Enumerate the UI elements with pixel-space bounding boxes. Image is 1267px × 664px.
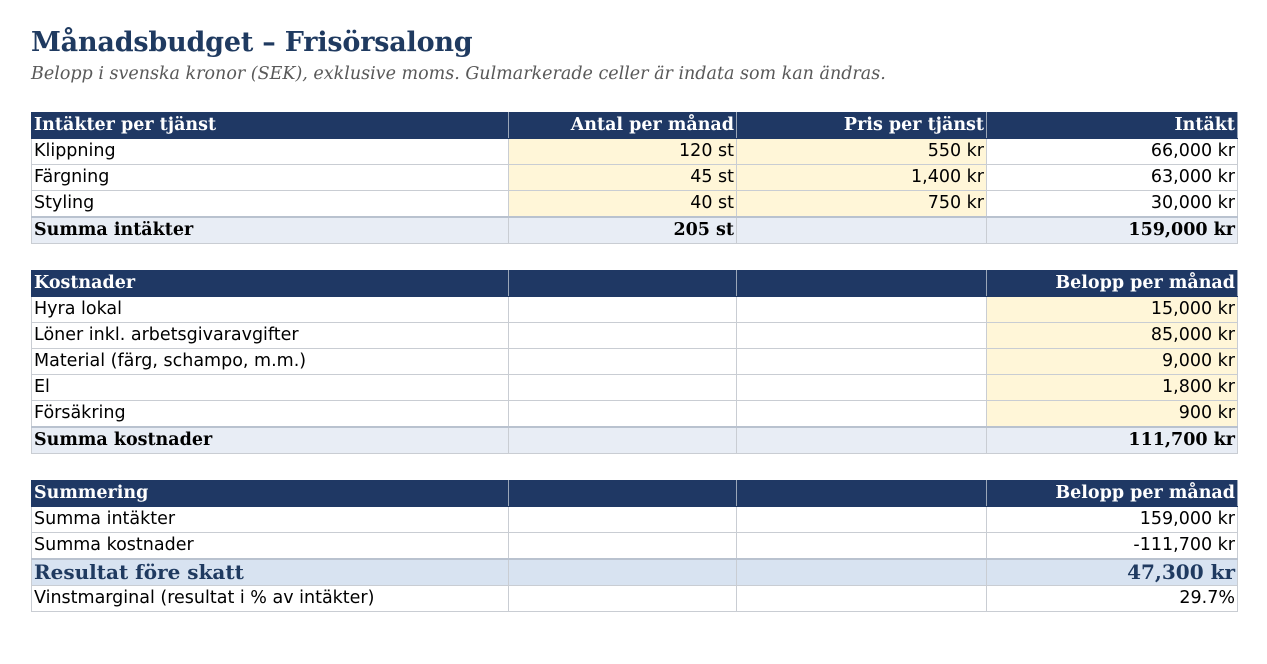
cost-input-cell[interactable]: 900 kr xyxy=(987,401,1238,428)
empty-cell xyxy=(737,427,987,454)
count-input-cell[interactable]: 45 st xyxy=(509,165,737,191)
empty-cell xyxy=(509,401,737,428)
empty-cell xyxy=(509,349,737,375)
table-row xyxy=(32,191,1238,218)
total-label: Summa intäkter xyxy=(32,217,509,244)
total-costs: 111,700 kr xyxy=(987,427,1238,454)
result-label: Resultat före skatt xyxy=(32,559,509,586)
income-header-row xyxy=(32,113,1238,139)
empty-cell xyxy=(509,427,737,454)
header-amount: Belopp per månad xyxy=(987,271,1238,297)
empty-cell xyxy=(509,323,737,349)
empty-cell xyxy=(509,297,737,323)
header-empty xyxy=(509,481,737,507)
table-row xyxy=(32,401,1238,428)
header-price: Pris per tjänst xyxy=(737,113,987,139)
revenue-cell: 63,000 kr xyxy=(987,165,1238,191)
header-empty xyxy=(509,271,737,297)
count-input-cell[interactable]: 40 st xyxy=(509,191,737,218)
costs-header-row xyxy=(32,271,1238,297)
empty-cell xyxy=(737,533,987,560)
cost-input-cell[interactable]: 1,800 kr xyxy=(987,375,1238,401)
empty-cell xyxy=(509,533,737,560)
margin-value: 29.7% xyxy=(987,586,1238,612)
costs-total-row xyxy=(32,427,1238,454)
empty-cell xyxy=(737,559,987,586)
empty-cell xyxy=(737,297,987,323)
service-label: Klippning xyxy=(32,139,509,165)
table-row xyxy=(32,297,1238,323)
table-row xyxy=(32,533,1238,560)
summary-amount: -111,700 kr xyxy=(987,533,1238,560)
empty-cell xyxy=(509,586,737,612)
cost-label: Försäkring xyxy=(32,401,509,428)
cost-label: Löner inkl. arbetsgivaravgifter xyxy=(32,323,509,349)
header-costs: Kostnader xyxy=(32,271,509,297)
price-input-cell[interactable]: 1,400 kr xyxy=(737,165,987,191)
summary-label: Summa intäkter xyxy=(32,507,509,533)
page-title: Månadsbudget – Frisörsalong xyxy=(31,27,473,58)
empty-cell xyxy=(509,375,737,401)
income-table xyxy=(31,112,1238,244)
count-input-cell[interactable]: 120 st xyxy=(509,139,737,165)
table-row xyxy=(32,507,1238,533)
total-revenue: 159,000 kr xyxy=(987,217,1238,244)
table-row xyxy=(32,349,1238,375)
empty-cell xyxy=(737,401,987,428)
summary-table xyxy=(31,480,1238,612)
revenue-cell: 66,000 kr xyxy=(987,139,1238,165)
cost-input-cell[interactable]: 85,000 kr xyxy=(987,323,1238,349)
result-row xyxy=(32,559,1238,586)
header-empty xyxy=(737,481,987,507)
page-subtitle: Belopp i svenska kronor (SEK), exklusive moms. Gulmarkerade celler är indata som kan ändras. xyxy=(31,64,886,84)
header-revenue: Intäkt xyxy=(987,113,1238,139)
price-input-cell[interactable]: 550 kr xyxy=(737,139,987,165)
empty-cell xyxy=(509,559,737,586)
header-service: Intäkter per tjänst xyxy=(32,113,509,139)
income-total-row xyxy=(32,217,1238,244)
empty-cell xyxy=(509,507,737,533)
summary-header-row xyxy=(32,481,1238,507)
empty-cell xyxy=(737,349,987,375)
costs-table xyxy=(31,270,1238,454)
header-empty xyxy=(737,271,987,297)
cost-label: Material (färg, schampo, m.m.) xyxy=(32,349,509,375)
table-row xyxy=(32,586,1238,612)
margin-label: Vinstmarginal (resultat i % av intäkter) xyxy=(32,586,509,612)
header-amount: Belopp per månad xyxy=(987,481,1238,507)
cost-label: El xyxy=(32,375,509,401)
price-input-cell[interactable]: 750 kr xyxy=(737,191,987,218)
header-count: Antal per månad xyxy=(509,113,737,139)
cost-label: Hyra lokal xyxy=(32,297,509,323)
empty-cell xyxy=(737,586,987,612)
cost-input-cell[interactable]: 15,000 kr xyxy=(987,297,1238,323)
header-summary: Summering xyxy=(32,481,509,507)
revenue-cell: 30,000 kr xyxy=(987,191,1238,218)
service-label: Färgning xyxy=(32,165,509,191)
table-row xyxy=(32,165,1238,191)
total-price-empty xyxy=(737,217,987,244)
table-row xyxy=(32,139,1238,165)
table-row xyxy=(32,323,1238,349)
service-label: Styling xyxy=(32,191,509,218)
empty-cell xyxy=(737,507,987,533)
empty-cell xyxy=(737,375,987,401)
cost-input-cell[interactable]: 9,000 kr xyxy=(987,349,1238,375)
total-count: 205 st xyxy=(509,217,737,244)
empty-cell xyxy=(737,323,987,349)
summary-label: Summa kostnader xyxy=(32,533,509,560)
table-row xyxy=(32,375,1238,401)
result-amount: 47,300 kr xyxy=(987,559,1238,586)
summary-amount: 159,000 kr xyxy=(987,507,1238,533)
total-label: Summa kostnader xyxy=(32,427,509,454)
